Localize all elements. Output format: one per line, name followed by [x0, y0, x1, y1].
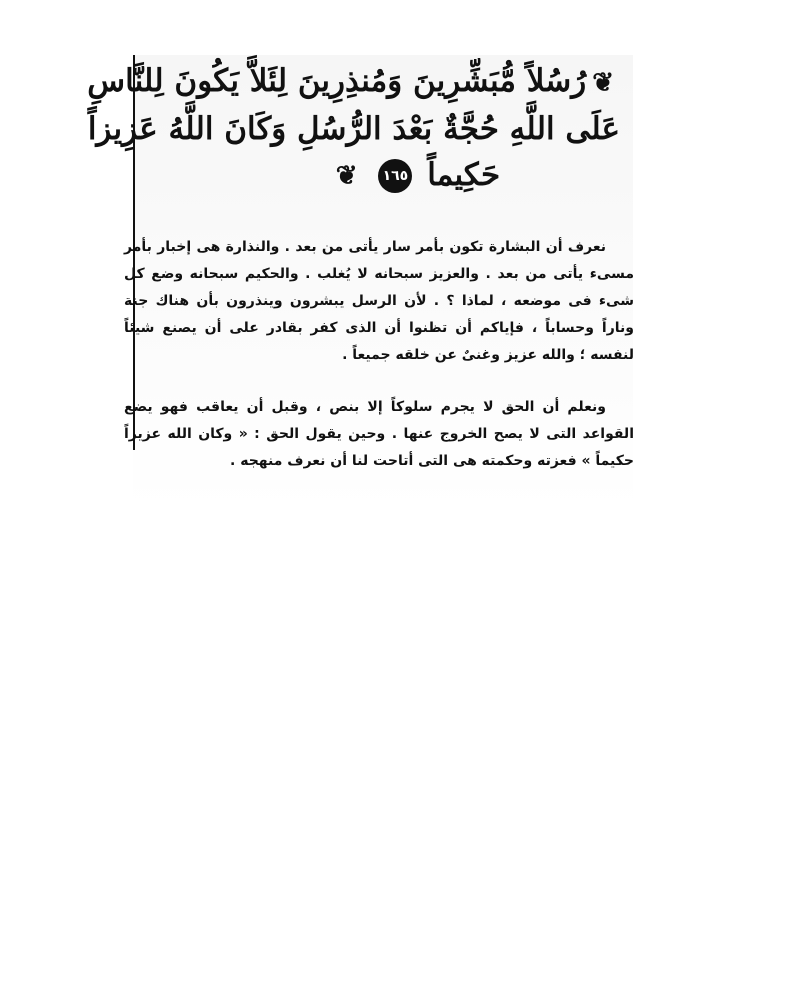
commentary-paragraph-1 [124, 234, 634, 369]
verse-line-3 [150, 152, 620, 200]
verse-line-2 [87, 106, 620, 152]
paragraph-1-text: نعرف أن البشارة تكون بأمر سار يأتى من بعد . والنذارة هى إخبار بأمر مسىء يأتى من بعد . والعزيز سبحانه لا يُغلب . والحكيم سبحانه وضع كل شىء فى موضعه ، لماذا ؟ . لأن الرسل يبشرون وينذرون بأن هناك جنة وناراً وحساباً ، فإياكم أن تظنوا أن الذى كفر بقادر على أن يصنع شيئاً لنفسه ؛ والله عزيز وغنىٌ عن خلقه جميعاً . [124, 239, 634, 363]
ayah-number-badge: ١٦٥ [378, 159, 412, 193]
verse-line-1 [87, 58, 620, 106]
paragraph-2-text: ونعلم أن الحق لا يجرم سلوكاً إلا بنص ، وقبل أن يعاقب فهو يضع القواعد التى لا يصح الخروج عنها . وحين يقول الحق : « وكان الله عزيزاً حكيماً » فعزته وحكمته هى التى أتاحت لنا أن نعرف منهجه . [124, 399, 634, 469]
verse-line-2-text: عَلَى اللَّهِ حُجَّةٌ بَعْدَ الرُّسُلِ وَكَانَ اللَّهُ عَزِيزاً [87, 110, 620, 147]
verse-end-ornament-icon: ❦ [335, 161, 358, 191]
quran-verse [87, 58, 620, 199]
verse-line-3-text: حَكِيماً [427, 156, 501, 193]
verse-start-ornament-icon: ❦ [592, 67, 614, 98]
commentary-paragraph-2 [124, 394, 634, 475]
verse-line-1-text: رُسُلاً مُّبَشِّرِينَ وَمُنذِرِينَ لِئَلاَّ يَكُونَ لِلنَّاسِ [87, 63, 587, 99]
